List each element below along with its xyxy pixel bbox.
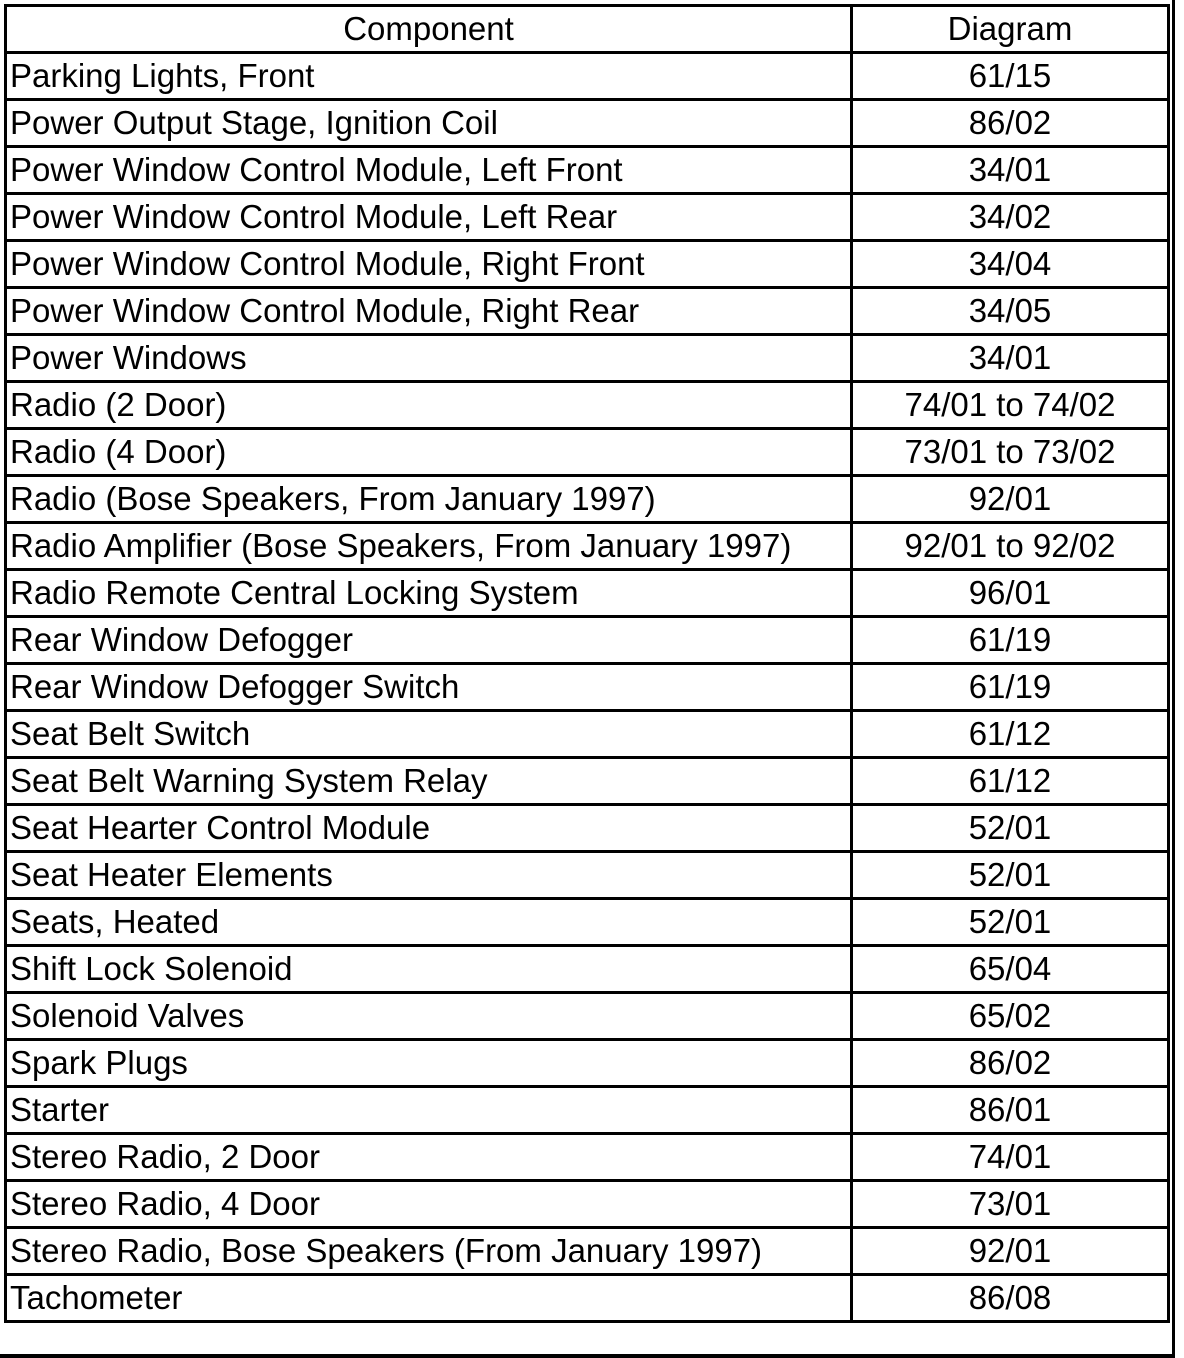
table-row	[6, 382, 1169, 429]
table-row	[6, 993, 1169, 1040]
diagram-cell: 61/12	[852, 711, 1169, 758]
diagram-cell: 96/01	[852, 570, 1169, 617]
table-row	[6, 1228, 1169, 1275]
table-row	[6, 147, 1169, 194]
diagram-cell: 74/01	[852, 1134, 1169, 1181]
table-row	[6, 335, 1169, 382]
component-cell: Seat Heater Elements	[6, 852, 852, 899]
diagram-cell: 34/02	[852, 194, 1169, 241]
table-row	[6, 100, 1169, 147]
diagram-column-header: Diagram	[852, 6, 1169, 53]
component-cell: Seat Belt Switch	[6, 711, 852, 758]
component-cell: Power Window Control Module, Left Rear	[6, 194, 852, 241]
page-border-right	[1172, 0, 1175, 1358]
page-border-bottom	[0, 1354, 1175, 1358]
table-row	[6, 53, 1169, 100]
component-cell: Parking Lights, Front	[6, 53, 852, 100]
diagram-cell: 92/01	[852, 1228, 1169, 1275]
diagram-cell: 34/05	[852, 288, 1169, 335]
table-row	[6, 805, 1169, 852]
table-row	[6, 476, 1169, 523]
component-cell: Starter	[6, 1087, 852, 1134]
component-cell: Shift Lock Solenoid	[6, 946, 852, 993]
diagram-cell: 74/01 to 74/02	[852, 382, 1169, 429]
component-cell: Seat Hearter Control Module	[6, 805, 852, 852]
table-row	[6, 899, 1169, 946]
component-cell: Radio (Bose Speakers, From January 1997)	[6, 476, 852, 523]
diagram-cell: 52/01	[852, 805, 1169, 852]
diagram-cell: 65/02	[852, 993, 1169, 1040]
table-row	[6, 523, 1169, 570]
table-row	[6, 758, 1169, 805]
component-cell: Power Windows	[6, 335, 852, 382]
diagram-cell: 61/15	[852, 53, 1169, 100]
table-row	[6, 429, 1169, 476]
component-cell: Radio Amplifier (Bose Speakers, From January 1997)	[6, 523, 852, 570]
header-row	[6, 6, 1169, 53]
component-cell: Seat Belt Warning System Relay	[6, 758, 852, 805]
diagram-cell: 92/01	[852, 476, 1169, 523]
diagram-cell: 86/02	[852, 1040, 1169, 1087]
table-row	[6, 664, 1169, 711]
table-row	[6, 1181, 1169, 1228]
diagram-cell: 86/08	[852, 1275, 1169, 1322]
diagram-cell: 52/01	[852, 899, 1169, 946]
diagram-cell: 92/01 to 92/02	[852, 523, 1169, 570]
table-row	[6, 241, 1169, 288]
table-row	[6, 1087, 1169, 1134]
component-cell: Power Output Stage, Ignition Coil	[6, 100, 852, 147]
table-row	[6, 194, 1169, 241]
diagram-cell: 73/01	[852, 1181, 1169, 1228]
table-row	[6, 852, 1169, 899]
diagram-cell: 34/01	[852, 335, 1169, 382]
component-cell: Seats, Heated	[6, 899, 852, 946]
component-cell: Solenoid Valves	[6, 993, 852, 1040]
table-row	[6, 1134, 1169, 1181]
component-cell: Stereo Radio, 4 Door	[6, 1181, 852, 1228]
table-row	[6, 617, 1169, 664]
diagram-cell: 52/01	[852, 852, 1169, 899]
table-row	[6, 570, 1169, 617]
diagram-cell: 34/04	[852, 241, 1169, 288]
component-cell: Spark Plugs	[6, 1040, 852, 1087]
diagram-cell: 86/02	[852, 100, 1169, 147]
table-row	[6, 1275, 1169, 1322]
diagram-cell: 73/01 to 73/02	[852, 429, 1169, 476]
table-row	[6, 1040, 1169, 1087]
table-row	[6, 711, 1169, 758]
component-cell: Rear Window Defogger	[6, 617, 852, 664]
component-cell: Stereo Radio, 2 Door	[6, 1134, 852, 1181]
diagram-cell: 61/19	[852, 664, 1169, 711]
table-row	[6, 946, 1169, 993]
component-cell: Tachometer	[6, 1275, 852, 1322]
component-cell: Radio (4 Door)	[6, 429, 852, 476]
component-column-header: Component	[6, 6, 852, 53]
component-diagram-table	[4, 4, 1170, 1323]
diagram-cell: 61/19	[852, 617, 1169, 664]
diagram-cell: 65/04	[852, 946, 1169, 993]
diagram-cell: 61/12	[852, 758, 1169, 805]
component-cell: Radio Remote Central Locking System	[6, 570, 852, 617]
component-cell: Power Window Control Module, Right Front	[6, 241, 852, 288]
component-cell: Rear Window Defogger Switch	[6, 664, 852, 711]
diagram-cell: 86/01	[852, 1087, 1169, 1134]
component-cell: Stereo Radio, Bose Speakers (From January 1997)	[6, 1228, 852, 1275]
diagram-cell: 34/01	[852, 147, 1169, 194]
component-cell: Radio (2 Door)	[6, 382, 852, 429]
component-cell: Power Window Control Module, Right Rear	[6, 288, 852, 335]
component-cell: Power Window Control Module, Left Front	[6, 147, 852, 194]
table-row	[6, 288, 1169, 335]
